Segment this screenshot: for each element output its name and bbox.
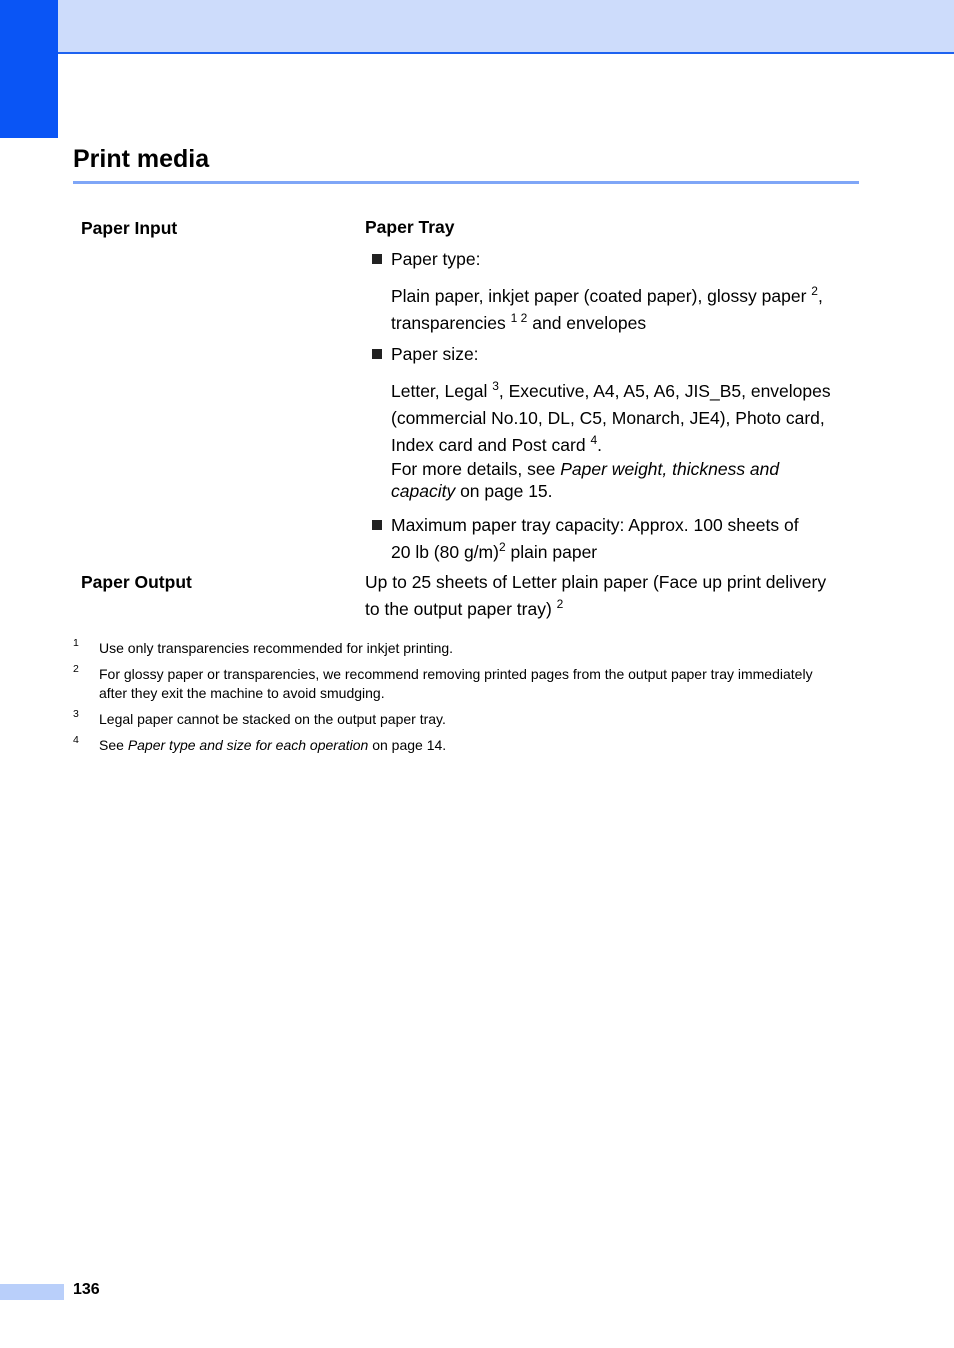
header-band	[0, 0, 954, 54]
paper-type-line2b: and envelopes	[532, 313, 647, 333]
footnote-text: Use only transparencies recommended for inkjet printing.	[99, 640, 454, 656]
page-number: 136	[73, 1281, 100, 1298]
paper-output-label: Paper Output	[81, 572, 192, 592]
capacity-line1: Maximum paper tray capacity: Approx. 100 sheets of	[391, 515, 799, 535]
capacity-line2a: 20 lb (80 g/m)	[391, 542, 499, 562]
chapter-tab	[0, 0, 58, 138]
details-link-2[interactable]: capacity	[391, 481, 456, 501]
details-note	[391, 458, 859, 502]
footnote-text-line: For glossy paper or transparencies, we recommend removing printed pages from the output paper tray immediately	[99, 666, 813, 682]
capacity-line2	[391, 539, 859, 566]
title-divider	[73, 181, 859, 184]
footnote-text-line: after they exit the machine to avoid smudging.	[99, 685, 385, 701]
footnote-ref[interactable]: 4	[590, 433, 598, 447]
bullet-square-icon	[372, 520, 382, 530]
footnote-ref[interactable]: 1 2	[510, 311, 528, 325]
page-title: Print media	[73, 145, 210, 173]
details-suffix: on page 15.	[460, 481, 553, 501]
paper-type-detail	[391, 283, 859, 337]
footnote-text	[99, 665, 859, 703]
paper-tray-heading: Paper Tray	[365, 217, 455, 237]
footnote-ref[interactable]: 2	[556, 597, 564, 611]
footnote-text: Legal paper cannot be stacked on the output paper tray.	[99, 711, 446, 727]
capacity-line2b: plain paper	[510, 542, 598, 562]
footnote-number: 4	[73, 734, 79, 746]
output-line1: Up to 25 sheets of Letter plain paper (Face up print delivery	[365, 572, 827, 592]
paper-size-a: Letter, Legal	[391, 381, 488, 401]
details-prefix: For more details, see	[391, 459, 556, 479]
paper-type-comma: ,	[817, 286, 823, 306]
footnote-number: 2	[73, 663, 79, 675]
capacity-bullet	[372, 512, 799, 539]
footer-bar	[0, 1284, 64, 1300]
paper-input-label: Paper Input	[81, 218, 178, 238]
paper-size-c: (commercial No.10, DL, C5, Monarch, JE4), Photo card,	[391, 408, 825, 428]
footnote-number: 3	[73, 708, 79, 720]
footnote-prefix: See	[99, 737, 124, 753]
paper-output-value	[365, 569, 859, 623]
bullet-square-icon	[372, 349, 382, 359]
paper-type-bullet	[372, 246, 481, 273]
footnote-ref[interactable]: 2	[811, 284, 818, 298]
paper-size-label: Paper size:	[391, 344, 479, 364]
footnote-number: 1	[73, 637, 79, 649]
footnote-ref[interactable]: 3	[492, 379, 499, 393]
footnote-link[interactable]: Paper type and size for each operation	[127, 737, 369, 753]
paper-size-end: .	[597, 435, 602, 455]
paper-size-b: , Executive, A4, A5, A6, JIS_B5, envelopes	[498, 381, 831, 401]
footnote-suffix: on page 14.	[372, 737, 447, 753]
paper-size-bullet	[372, 341, 479, 368]
paper-size-d: Index card and Post card	[391, 435, 586, 455]
paper-size-detail	[391, 378, 859, 459]
output-line2: to the output paper tray)	[365, 599, 552, 619]
bullet-square-icon	[372, 254, 382, 264]
footnote-ref[interactable]: 2	[498, 540, 506, 554]
footnote-text	[99, 736, 859, 755]
details-link-1[interactable]: Paper weight, thickness and	[560, 459, 780, 479]
paper-type-line2a: transparencies	[391, 313, 506, 333]
paper-type-line1: Plain paper, inkjet paper (coated paper), glossy paper	[391, 286, 807, 306]
paper-type-label: Paper type:	[391, 249, 481, 269]
